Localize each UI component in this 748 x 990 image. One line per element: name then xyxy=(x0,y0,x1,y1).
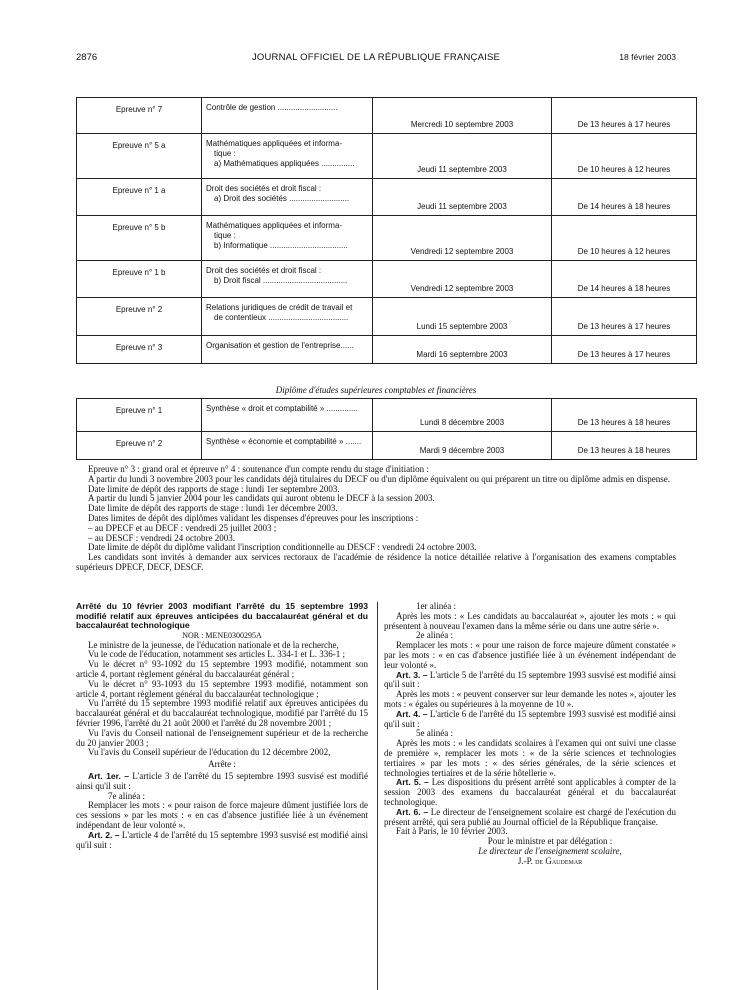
article-2 xyxy=(76,831,368,851)
subject-cell xyxy=(202,98,373,134)
article-3-para: Après les mots : « peuvent conserver sur leur demande les notes », ajouter les mots : « égales ou supérieures à la moyenne de 10 ». xyxy=(384,689,676,709)
subject-line: tique : xyxy=(214,231,236,240)
epreuve-cell: Epreuve n° 3 xyxy=(77,336,202,364)
schedule-row xyxy=(77,179,697,216)
visa-paragraph: Vu l'arrêté du 15 septembre 1993 modifié relatif aux épreuves anticipées du baccalauréat général et du baccalauréat technologique, modifié par l'arrêté du 15 février 1996, l'arrêté du 21 août 2000 et l'arrêté du 28 novembre 2001 ; xyxy=(76,698,368,728)
visa-paragraph: Vu le code de l'éducation, notamment ses articles L. 334-1 et L. 336-1 ; xyxy=(88,649,346,660)
fait-a-paris: Fait à Paris, le 10 février 2003. xyxy=(396,826,508,837)
hours-cell: De 13 heures à 17 heures xyxy=(552,298,697,336)
date-cell: Jeudi 11 septembre 2003 xyxy=(373,134,552,179)
epreuve-cell: Epreuve n° 2 xyxy=(77,432,202,460)
decree-title: Arrêté du 10 février 2003 modifiant l'arrêté du 15 septembre 1993 modifié relatif aux épreuves anticipées du baccalauréat général et du baccalauréat technologique xyxy=(76,601,368,631)
schedule-row xyxy=(77,216,697,261)
note-line: Date limite de dépôt des rapports de stage : lundi 1er septembre 2003. xyxy=(88,483,340,494)
article-3 xyxy=(384,671,676,691)
arrete-heading: Arrête : xyxy=(208,759,236,770)
subject-cell xyxy=(202,261,373,298)
diploma-caption: Diplôme d'études supérieures comptables et financières xyxy=(275,385,477,395)
column-divider xyxy=(377,602,378,990)
article-2-para-1: Après les mots : « Les candidats au baccalauréat », ajouter les mots : « qui présentent à nouveau l'examen dans la même série ou dans une autre série ». xyxy=(384,610,676,631)
schedule-row xyxy=(77,134,697,179)
subject-line: a) Droit des sociétés ........................... xyxy=(214,194,350,203)
subject-cell xyxy=(202,432,373,460)
article-1-text: L'article 3 de l'arrêté du 15 septembre 1993 susvisé est modifié ainsi qu'il suit : xyxy=(76,770,369,791)
article-6-label: Art. 6. – xyxy=(396,806,429,817)
hours-cell: De 10 heures à 12 heures xyxy=(552,216,697,261)
subject-line: Mathématiques appliquées et informa- xyxy=(206,139,343,148)
note-line: – au DESCF : vendredi 24 octobre 2003. xyxy=(88,532,235,543)
epreuve-cell: Epreuve n° 5 a xyxy=(77,134,202,179)
schedule-row xyxy=(77,98,697,134)
hours-cell: De 13 heures à 17 heures xyxy=(552,336,697,364)
subject-line: Synthèse « économie et comptabilité » ....... xyxy=(206,437,362,446)
date-cell: Vendredi 12 septembre 2003 xyxy=(373,261,552,298)
date-cell: Jeudi 11 septembre 2003 xyxy=(373,179,552,216)
article-2-label: Art. 2. – xyxy=(88,829,120,840)
article-4 xyxy=(384,710,676,730)
alinea-5: 5e alinéa : xyxy=(416,728,453,739)
visa-paragraph: Vu l'avis du Conseil national de l'enseignement supérieur et de la recherche du 20 janvier 2003 ; xyxy=(76,727,368,748)
date-cell: Vendredi 12 septembre 2003 xyxy=(373,216,552,261)
subject-line: a) Mathématiques appliquées ............... xyxy=(214,159,355,168)
epreuve-cell: Epreuve n° 1 b xyxy=(77,261,202,298)
signature-line-2: Le directeur de l'enseignement scolaire, xyxy=(478,845,622,856)
note-line: A partir du lundi 3 novembre 2003 pour les candidats déjà titulaires du DECF ou d'un diplôme équivalent ou qui préparent un titre ou diplôme admis en dispense. xyxy=(88,473,671,484)
exam-schedule-table xyxy=(76,97,697,364)
right-column xyxy=(384,602,676,867)
article-3-label: Art. 3. – xyxy=(396,669,428,680)
subject-line: Mathématiques appliquées et informa- xyxy=(206,221,343,230)
hours-cell: De 14 heures à 18 heures xyxy=(552,261,697,298)
visa-paragraph: Vu le décret n° 93-1093 du 15 septembre 1993 modifié, notamment son article 4, portant règlement général du baccalauréat technologique ; xyxy=(76,678,368,699)
subject-line: Synthèse « droit et comptabilité » .............. xyxy=(206,404,358,413)
note-line: Les candidats sont invités à demander aux services rectoraux de l'académie de résidence la notice détaillée relative à l'organisation des examens comptables supérieurs DPECF, DECF, DESCF. xyxy=(76,552,676,572)
date-cell: Lundi 8 décembre 2003 xyxy=(373,399,552,432)
article-6 xyxy=(384,808,676,828)
article-3-text: L'article 5 de l'arrêté du 15 septembre 1993 susvisé est modifié ainsi qu'il suit : xyxy=(384,669,676,690)
epreuve-cell: Epreuve n° 5 b xyxy=(77,216,202,261)
preamble xyxy=(76,641,368,759)
article-4-text: L'article 6 de l'arrêté du 15 septembre 1993 susvisé est modifié ainsi qu'il suit : xyxy=(384,708,676,729)
left-column xyxy=(76,602,368,850)
article-1-replace: Remplacer les mots : « pour raison de force majeure dûment justifiée lors de ces sessions » par les mots : « en cas d'absence justifiée liée à un événement indépendant de leur volonté ». xyxy=(76,800,368,830)
epreuve-cell: Epreuve n° 7 xyxy=(77,98,202,134)
epreuve-cell: Epreuve n° 1 xyxy=(77,399,202,432)
subject-line: Droit des sociétés et droit fiscal : xyxy=(206,184,322,193)
note-line: Date limite de dépôt du diplôme validant l'inscription conditionnelle au DESCF : vendredi 24 octobre 2003. xyxy=(88,542,477,553)
issue-date: 18 février 2003 xyxy=(619,52,676,62)
schedule-row xyxy=(77,336,697,364)
article-4-para: Après les mots : « les candidats scolaires à l'examen qui ont suivi une classe de première », remplacer les mots : « de la série sciences et technologies tertiaires » par les mots : « des séries générales, de la série sciences et technologies tertiaires et de la série hôtellerie ». xyxy=(384,738,676,778)
journal-title: JOURNAL OFFICIEL DE LA RÉPUBLIQUE FRANÇAISE xyxy=(251,52,501,63)
hours-cell: De 10 heures à 12 heures xyxy=(552,134,697,179)
subject-line: b) Informatique ................................... xyxy=(214,241,348,250)
subject-cell xyxy=(202,134,373,179)
subject-cell xyxy=(202,399,373,432)
article-1 xyxy=(76,772,368,792)
alinea-1: 1er alinéa : xyxy=(416,601,456,611)
hours-cell: De 13 heures à 18 heures xyxy=(552,432,697,460)
note-line: – au DPECF et au DECF : vendredi 25 juillet 2003 ; xyxy=(88,522,277,533)
schedule-row xyxy=(77,298,697,336)
epreuve-cell: Epreuve n° 2 xyxy=(77,298,202,336)
descf-schedule-table xyxy=(76,398,697,460)
signature-name: J.-P. de Gaudemar xyxy=(517,855,583,866)
schedule-notes xyxy=(76,465,676,573)
date-cell: Mercredi 10 septembre 2003 xyxy=(373,98,552,134)
visa-paragraph: Vu le décret n° 93-1092 du 15 septembre 1993 modifié, notamment son article 4, portant règlement général du baccalauréat général ; xyxy=(76,659,368,679)
article-2-para-2: Remplacer les mots : « pour une raison de force majeure dûment constatée » par les mots : « en cas d'absence justifiée liée à un événement indépendant de leur volonté ». xyxy=(384,640,676,670)
article-1-alinea: 7e alinéa : xyxy=(108,790,145,801)
date-cell: Lundi 15 septembre 2003 xyxy=(373,298,552,336)
subject-cell xyxy=(202,298,373,336)
hours-cell: De 13 heures à 17 heures xyxy=(552,98,697,134)
page-number: 2876 xyxy=(76,52,98,63)
schedule-row xyxy=(77,261,697,298)
schedule-row xyxy=(77,432,697,460)
article-5 xyxy=(384,778,676,807)
article-6-text: Le directeur de l'enseignement scolaire est chargé de l'exécution du présent arrêté, qui sera publié au Journal officiel de la République française. xyxy=(384,806,676,827)
alinea-2: 2e alinéa : xyxy=(416,630,453,641)
note-line: Date limite de dépôt des rapports de stage : lundi 1er décembre 2003. xyxy=(88,503,338,514)
subject-cell xyxy=(202,179,373,216)
article-2-text: L'article 4 de l'arrêté du 15 septembre 1993 susvisé est modifié ainsi qu'il suit : xyxy=(76,829,368,850)
subject-line: Relations juridiques de crédit de travail et xyxy=(206,303,353,312)
subject-cell xyxy=(202,216,373,261)
subject-line: Organisation et gestion de l'entreprise...... xyxy=(206,341,354,350)
hours-cell: De 14 heures à 18 heures xyxy=(552,179,697,216)
subject-line: b) Droit fiscal ...................................... xyxy=(214,276,348,285)
date-cell: Mardi 16 septembre 2003 xyxy=(373,336,552,364)
subject-line: Contrôle de gestion ........................... xyxy=(206,103,338,112)
article-5-label: Art. 5. – xyxy=(396,777,429,788)
nor-reference: NOR : MENE0300295A xyxy=(182,630,262,640)
article-4-label: Art. 4. – xyxy=(396,708,428,719)
hours-cell: De 13 heures à 18 heures xyxy=(552,399,697,432)
note-line: Epreuve n° 3 : grand oral et épreuve n° 4 : soutenance d'un compte rendu du stage d'initiation : xyxy=(88,464,429,474)
subject-cell xyxy=(202,336,373,364)
subject-line: Droit des sociétés et droit fiscal : xyxy=(206,266,322,275)
visa-paragraph: Vu l'avis du Conseil supérieur de l'éducation du 12 décembre 2002, xyxy=(88,747,331,758)
subject-line: tique : xyxy=(214,149,236,158)
date-cell: Mardi 9 décembre 2003 xyxy=(373,432,552,460)
schedule-row xyxy=(77,399,697,432)
subject-line: de contentieux .................................... xyxy=(214,313,349,322)
article-1-label: Art. 1er. – xyxy=(88,770,130,781)
page-header xyxy=(76,52,676,66)
note-line: A partir du lundi 5 janvier 2004 pour les candidats qui auront obtenu le DECF à la session 2003. xyxy=(88,493,435,504)
article-5-text: Les dispositions du présent arrêté sont applicables à compter de la session 2003 des examens du baccalauréat général et du baccalauréat technologique. xyxy=(384,777,676,807)
note-line: Dates limites de dépôt des diplômes validant les dispenses d'épreuves pour les inscriptions : xyxy=(88,512,419,523)
epreuve-cell: Epreuve n° 1 a xyxy=(77,179,202,216)
visa-paragraph: Le ministre de la jeunesse, de l'éducation nationale et de la recherche, xyxy=(88,639,339,650)
signature-line-1: Pour le ministre et par délégation : xyxy=(487,836,613,847)
